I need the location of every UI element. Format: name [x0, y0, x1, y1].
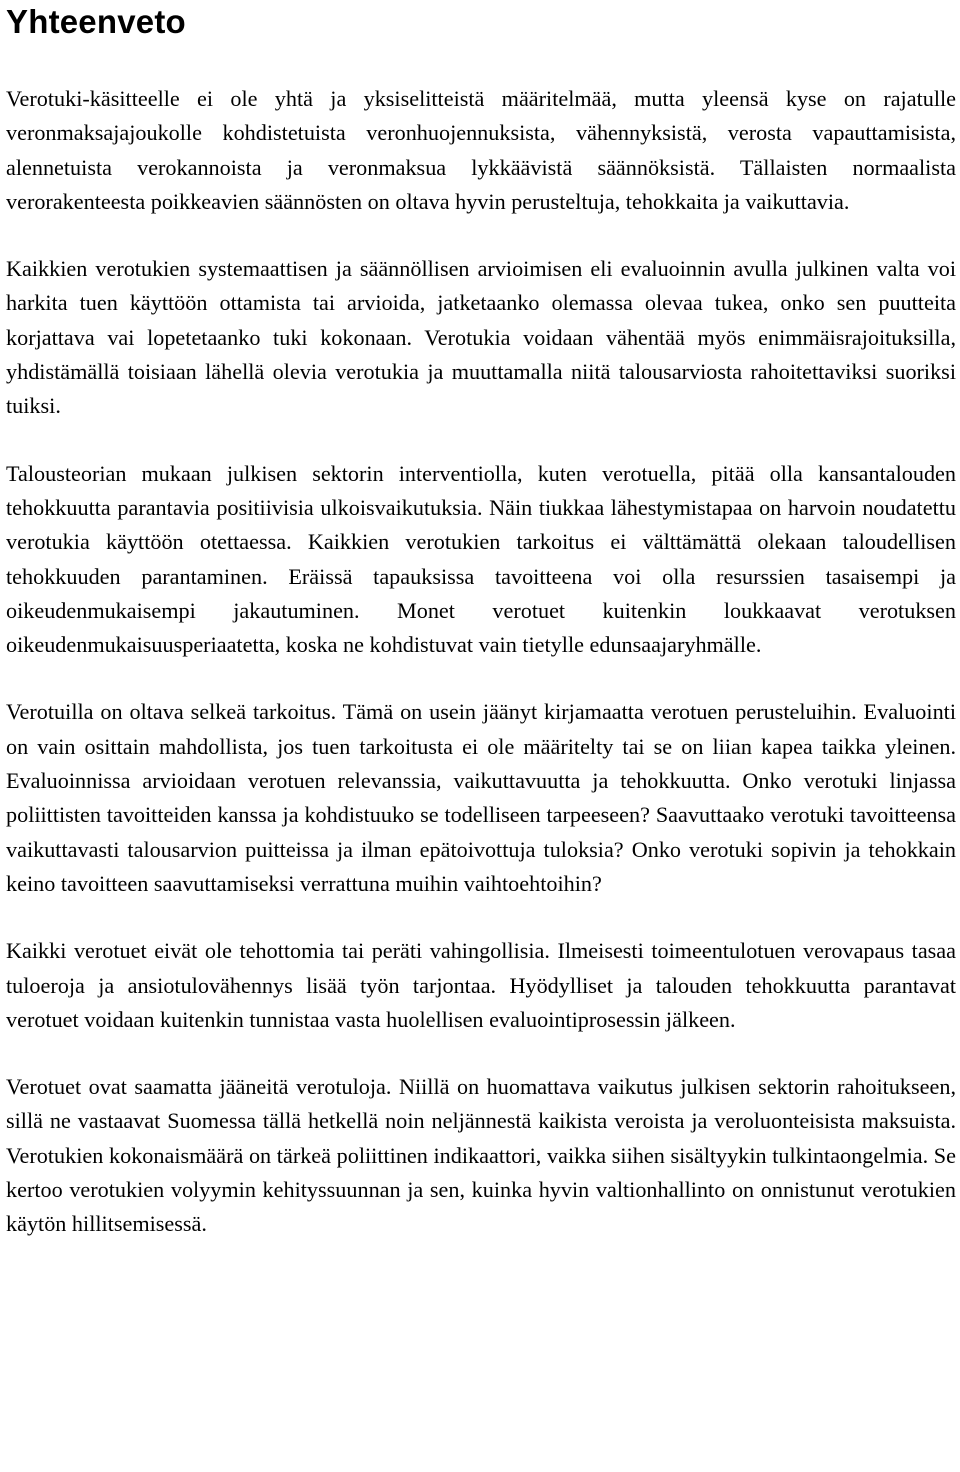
paragraph-6: Verotuet ovat saamatta jääneitä verotuloja. Niillä on huomattava vaikutus julkisen sektorin rahoitukseen, sillä ne vastaavat Suomessa tällä hetkellä noin neljännestä kaikista veroista ja veroluonteisista maksuista. Verotukien kokonaismäärä on tärkeä poliittinen indikaattori, vaikka siihen sisältyykin tulkintaongelmia. Se kertoo verotukien volyymin kehityssuunnan ja sen, kuinka hyvin valtionhallinto on onnistunut verotukien käytön hillitsemisessä. [6, 1074, 956, 1237]
paragraph-2: Kaikkien verotukien systemaattisen ja säännöllisen arvioimisen eli evaluoinnin avulla julkinen valta voi harkita tuen käyttöön ottamista tai arvioida, jatketaanko olemassa olevaa tukea, onko sen puutteita korjattava vai lopetetaanko tuki kokonaan. Verotukia voidaan vähentää myös enimmäisrajoituksilla, yhdistämällä toisiaan lähellä olevia verotukia ja muuttamalla niitä talousarviosta rahoitettaviksi suoriksi tuiksi. [6, 256, 956, 419]
paragraph-3: Talousteorian mukaan julkisen sektorin interventiolla, kuten verotuella, pitää olla kansantalouden tehokkuutta parantavia positiivisia ulkoisvaikutuksia. Näin tiukkaa lähestymistapaa on harvoin noudatettu verotukia käyttöön otettaessa. Kaikkien verotukien tarkoitus ei välttämättä olekaan taloudellisen tehokkuuden parantaminen. Eräissä tapauksissa tavoitteena voi olla resurssien tasaisempi ja oikeudenmukaisempi jakautuminen. Monet verotuet kuitenkin loukkaavat verotuksen oikeudenmukaisuusperiaatetta, koska ne kohdistuvat vain tietylle edunsaajaryhmälle. [6, 460, 956, 658]
paragraph-1: Verotuki-käsitteelle ei ole yhtä ja yksiselitteistä määritelmää, mutta yleensä kyse on rajatulle veronmaksajajoukolle kohdistetuista veronhuojennuksista, vähennyksistä, verosta vapauttamisista, alennetuista verokannoista ja veronmaksua lykkäävistä säännöksistä. Tällaisten normaalista verorakenteesta poikkeavien säännösten on oltava hyvin perusteltuja, tehokkaita ja vaikuttavia. [6, 86, 956, 214]
paragraph-4: Verotuilla on oltava selkeä tarkoitus. Tämä on usein jäänyt kirjamaatta verotuen perusteluihin. Evaluointi on vain osittain mahdollista, jos tuen tarkoitusta ei ole määritelty tai se on liian kapea taikka yleinen. Evaluoinnissa arvioidaan verotuen relevanssia, vaikuttavuutta ja tehokkuutta. Onko verotuki linjassa poliittisten tavoitteiden kanssa ja kohdistuuko se todelliseen tarpeeseen? Saavuttaako verotuki tavoitteensa vaikuttavasti talousarvion puitteissa ja ilman epätoivottuja tuloksia? Onko verotuki sopivin ja tehokkain keino tavoitteen saavuttamiseksi verrattuna muihin vaihtoehtoihin? [6, 699, 956, 896]
page-title: Yhteenveto [6, 3, 186, 40]
paragraph-5: Kaikki verotuet eivät ole tehottomia tai peräti vahingollisia. Ilmeisesti toimeentulotuen verovapaus tasaa tuloeroja ja ansiotulovähennys lisää työn tarjontaa. Hyödylliset ja talouden tehokkuutta parantavat verotuet voidaan kuitenkin tunnistaa vasta huolellisen evaluointiprosessin jälkeen. [6, 938, 956, 1032]
document-page [6, 0, 956, 1242]
document-body [6, 82, 956, 1242]
